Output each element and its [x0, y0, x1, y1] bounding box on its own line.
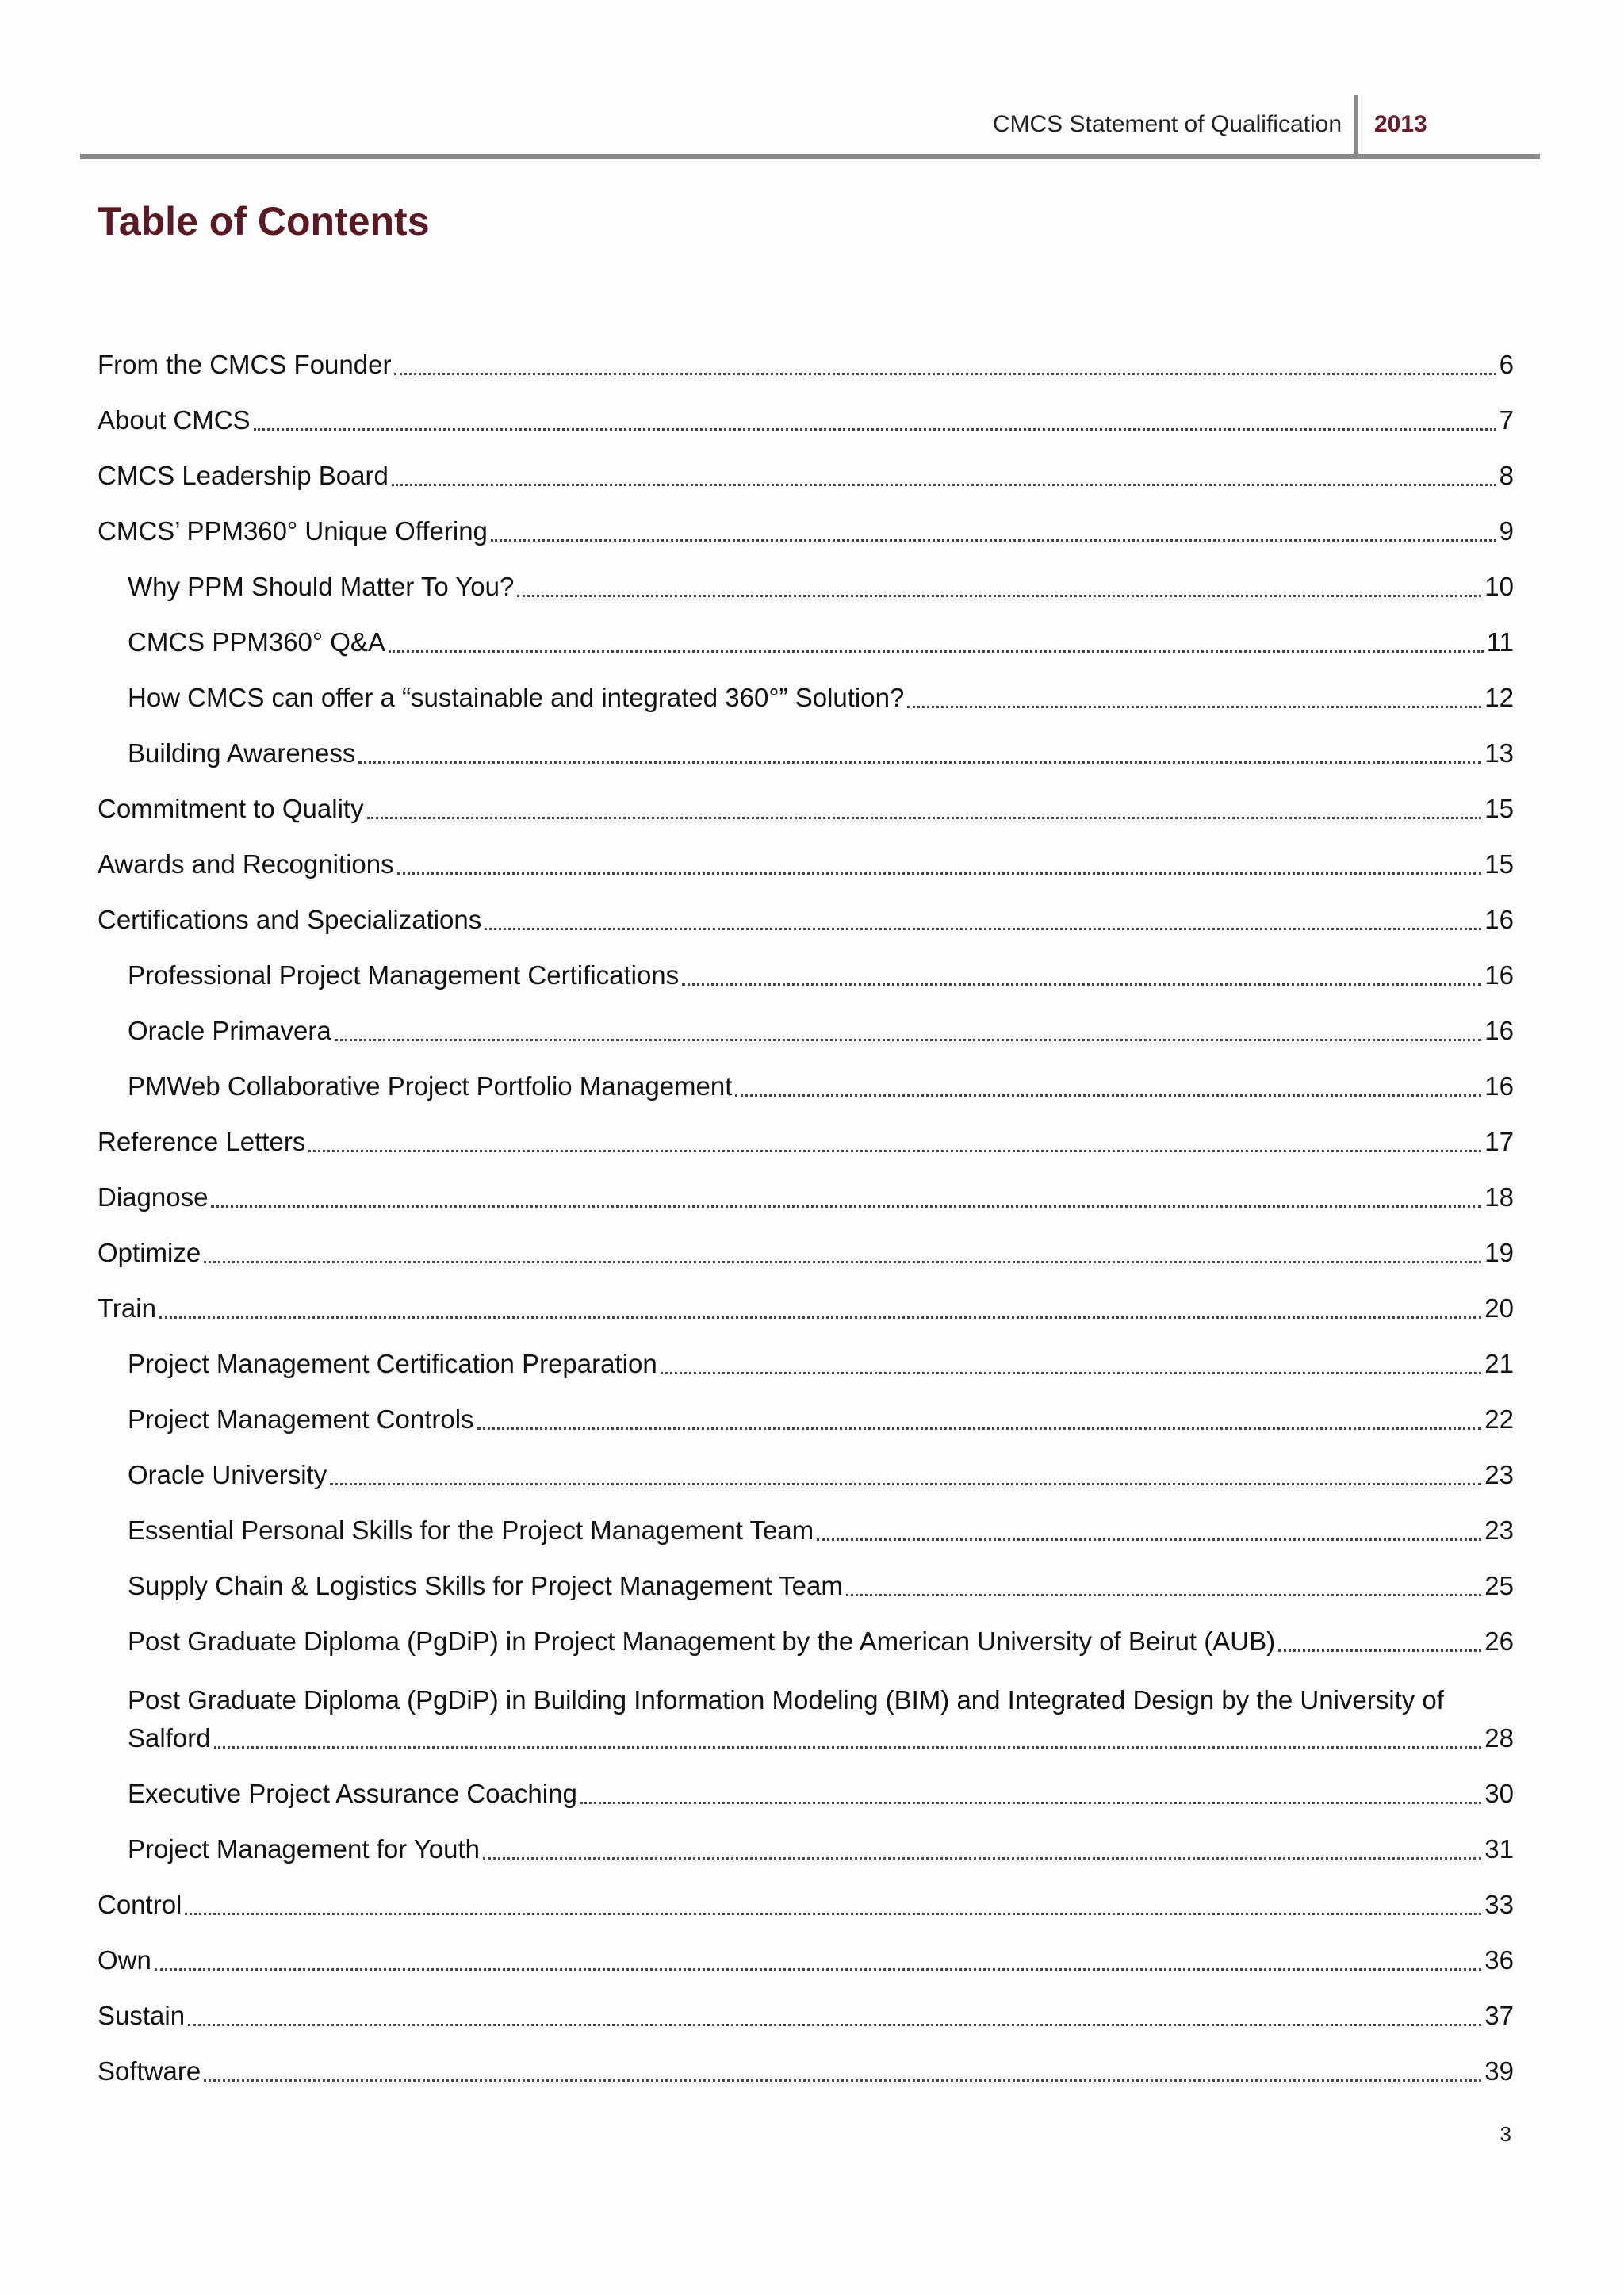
toc-entry[interactable]	[98, 604, 1514, 660]
toc-entry-page: 36	[1484, 1945, 1514, 1975]
toc-dot-leader	[477, 1427, 1482, 1430]
toc-entry-text: About CMCS	[98, 405, 251, 435]
toc-dot-leader	[817, 1538, 1481, 1541]
toc-entry-page: 19	[1484, 1238, 1514, 1267]
toc-entry[interactable]	[98, 882, 1514, 937]
toc-dot-leader	[214, 1746, 1482, 1749]
toc-dot-leader	[483, 1857, 1481, 1860]
toc-entry[interactable]	[98, 660, 1514, 715]
toc-entry-text: Supply Chain & Logistics Skills for Project Management Team	[128, 1571, 843, 1600]
toc-entry-text: Train	[98, 1293, 156, 1323]
toc-entry-page: 25	[1484, 1571, 1514, 1600]
toc-entry-text: Oracle University	[128, 1460, 327, 1489]
page-header	[80, 95, 1540, 157]
toc-dot-leader	[1278, 1649, 1481, 1652]
toc-entry-text: Commitment to Quality	[98, 794, 364, 823]
toc-entry-page: 22	[1484, 1404, 1514, 1434]
toc-entry[interactable]	[98, 1492, 1514, 1548]
toc-entry-page: 26	[1484, 1626, 1514, 1656]
toc-dot-leader	[580, 1802, 1481, 1804]
toc-entry[interactable]	[98, 826, 1514, 882]
toc-dot-leader	[682, 983, 1481, 986]
toc-entry[interactable]	[98, 1867, 1514, 1922]
toc-entry-text: Reference Letters	[98, 1127, 306, 1156]
toc-entry-page: 31	[1484, 1834, 1514, 1864]
toc-entry[interactable]	[98, 382, 1514, 438]
toc-dot-leader	[254, 428, 1496, 431]
toc-entry-text: Executive Project Assurance Coaching	[128, 1779, 577, 1808]
toc-entry-text: Building Awareness	[128, 738, 356, 768]
toc-entry-text: Project Management Certification Preparation	[128, 1349, 657, 1378]
toc-entry-page: 9	[1499, 516, 1514, 546]
toc-dot-leader	[308, 1150, 1481, 1152]
toc-entry[interactable]	[98, 993, 1514, 1048]
toc-entry-text: Post Graduate Diploma (PgDiP) in Building Information Modeling (BIM) and Integrated Design by the University of	[128, 1685, 1444, 1715]
toc-entry-text: Software	[98, 2056, 201, 2086]
toc-entry-page: 23	[1484, 1460, 1514, 1489]
toc-dot-leader	[358, 761, 1481, 764]
toc-entry[interactable]	[98, 1603, 1514, 1659]
toc-entry[interactable]	[98, 1104, 1514, 1159]
toc-entry-page: 39	[1484, 2056, 1514, 2086]
toc-entry-text: Diagnose	[98, 1182, 209, 1212]
toc-dot-leader	[491, 539, 1496, 542]
toc-entry-page: 17	[1484, 1127, 1514, 1156]
toc-dot-leader	[367, 817, 1482, 819]
toc-entry-page: 20	[1484, 1293, 1514, 1323]
toc-entry-text: Project Management for Youth	[128, 1834, 480, 1864]
toc-entry-text: CMCS’ PPM360° Unique Offering	[98, 516, 488, 546]
toc-title: Table of Contents	[98, 199, 430, 243]
toc-entry[interactable]	[98, 1922, 1514, 1978]
toc-entry-text: Own	[98, 1945, 151, 1975]
toc-dot-leader	[389, 650, 1484, 653]
toc-entry-text: Optimize	[98, 1238, 201, 1267]
header-rule	[80, 154, 1540, 159]
toc-dot-leader	[204, 2079, 1481, 2082]
toc-entry[interactable]	[98, 1978, 1514, 2033]
header-year: 2013	[1374, 111, 1427, 137]
toc-dot-leader	[211, 1205, 1481, 1208]
toc-entry[interactable]	[98, 1756, 1514, 1811]
header-title: CMCS Statement of Qualification	[992, 111, 1342, 137]
toc-entry-text: From the CMCS Founder	[98, 350, 392, 379]
toc-entry[interactable]	[98, 771, 1514, 826]
toc-entry-text: Oracle Primavera	[128, 1016, 331, 1045]
toc-dot-leader	[159, 1316, 1481, 1319]
toc-dot-leader	[204, 1261, 1481, 1263]
toc-entry-page: 23	[1484, 1515, 1514, 1545]
toc-entry-page: 21	[1484, 1349, 1514, 1378]
toc-entry-text-continued: Salford	[128, 1723, 211, 1753]
toc-entry-page: 15	[1484, 849, 1514, 879]
toc-entry-page: 33	[1484, 1890, 1514, 1919]
toc-entry-page: 16	[1484, 1071, 1514, 1101]
toc-entry[interactable]	[98, 937, 1514, 993]
toc-entry[interactable]	[98, 1811, 1514, 1867]
toc-entry-page: 18	[1484, 1182, 1514, 1212]
toc-dot-leader	[846, 1594, 1481, 1596]
toc-list	[98, 327, 1514, 2089]
toc-dot-leader	[330, 1483, 1481, 1485]
toc-entry-text: Post Graduate Diploma (PgDiP) in Project Management by the American University of Beirut (AUB)	[128, 1626, 1276, 1656]
toc-entry[interactable]	[98, 1048, 1514, 1104]
toc-entry[interactable]	[98, 1215, 1514, 1270]
toc-entry-page: 7	[1499, 405, 1514, 435]
toc-entry-page: 8	[1499, 461, 1514, 490]
toc-entry-text: Control	[98, 1890, 182, 1919]
toc-dot-leader	[185, 1913, 1481, 1915]
toc-entry-text: PMWeb Collaborative Project Portfolio Management	[128, 1071, 733, 1101]
toc-entry-text: Professional Project Management Certifications	[128, 960, 680, 990]
toc-entry[interactable]	[98, 1326, 1514, 1381]
toc-entry-text: Project Management Controls	[128, 1404, 474, 1434]
toc-entry-page: 10	[1484, 572, 1514, 601]
toc-entry[interactable]	[98, 1270, 1514, 1326]
toc-entry-text: Sustain	[98, 2001, 186, 2030]
toc-dot-leader	[394, 373, 1496, 375]
toc-entry[interactable]	[98, 493, 1514, 549]
toc-dot-leader	[397, 872, 1482, 875]
toc-entry[interactable]	[98, 715, 1514, 771]
toc-entry[interactable]	[98, 1159, 1514, 1215]
toc-entry-page: 15	[1484, 794, 1514, 823]
toc-dot-leader	[392, 484, 1496, 486]
toc-entry[interactable]	[98, 1381, 1514, 1437]
toc-entry[interactable]	[98, 549, 1514, 604]
toc-entry-block	[128, 1680, 1514, 1756]
toc-dot-leader	[661, 1372, 1482, 1374]
toc-dot-leader	[735, 1094, 1481, 1097]
toc-entry-page: 6	[1499, 350, 1514, 379]
toc-dot-leader	[517, 595, 1481, 597]
toc-entry-text: Certifications and Specializations	[98, 905, 482, 934]
page-number: 3	[1500, 2122, 1511, 2146]
toc-entry[interactable]	[98, 1437, 1514, 1492]
toc-dot-leader	[155, 1968, 1481, 1971]
toc-entry-page: 13	[1484, 738, 1514, 768]
toc-entry[interactable]	[98, 2033, 1514, 2089]
toc-entry-line2	[128, 1721, 1514, 1756]
toc-dot-leader	[335, 1039, 1482, 1041]
toc-entry-text: Why PPM Should Matter To You?	[128, 572, 515, 601]
toc-entry-text: CMCS PPM360° Q&A	[128, 627, 385, 657]
toc-entry[interactable]	[98, 327, 1514, 382]
toc-dot-leader	[485, 928, 1481, 930]
toc-entry[interactable]	[98, 438, 1514, 493]
toc-entry-text: CMCS Leadership Board	[98, 461, 389, 490]
toc-entry[interactable]	[98, 1659, 1514, 1756]
toc-entry-text: Essential Personal Skills for the Project Management Team	[128, 1515, 814, 1545]
toc-entry-page: 16	[1484, 1016, 1514, 1045]
header-divider	[1354, 95, 1358, 157]
toc-entry-page: 28	[1484, 1723, 1514, 1753]
toc-entry-page: 30	[1484, 1779, 1514, 1808]
toc-entry-page: 16	[1484, 960, 1514, 990]
toc-entry-text: How CMCS can offer a “sustainable and integrated 360°” Solution?	[128, 683, 905, 712]
toc-entry-page: 12	[1484, 683, 1514, 712]
toc-dot-leader	[188, 2024, 1481, 2026]
toc-entry-page: 11	[1486, 627, 1514, 657]
toc-entry-text: Awards and Recognitions	[98, 849, 394, 879]
toc-entry-page: 37	[1484, 2001, 1514, 2030]
toc-entry-page: 16	[1484, 905, 1514, 934]
toc-entry[interactable]	[98, 1548, 1514, 1603]
toc-dot-leader	[907, 706, 1481, 708]
